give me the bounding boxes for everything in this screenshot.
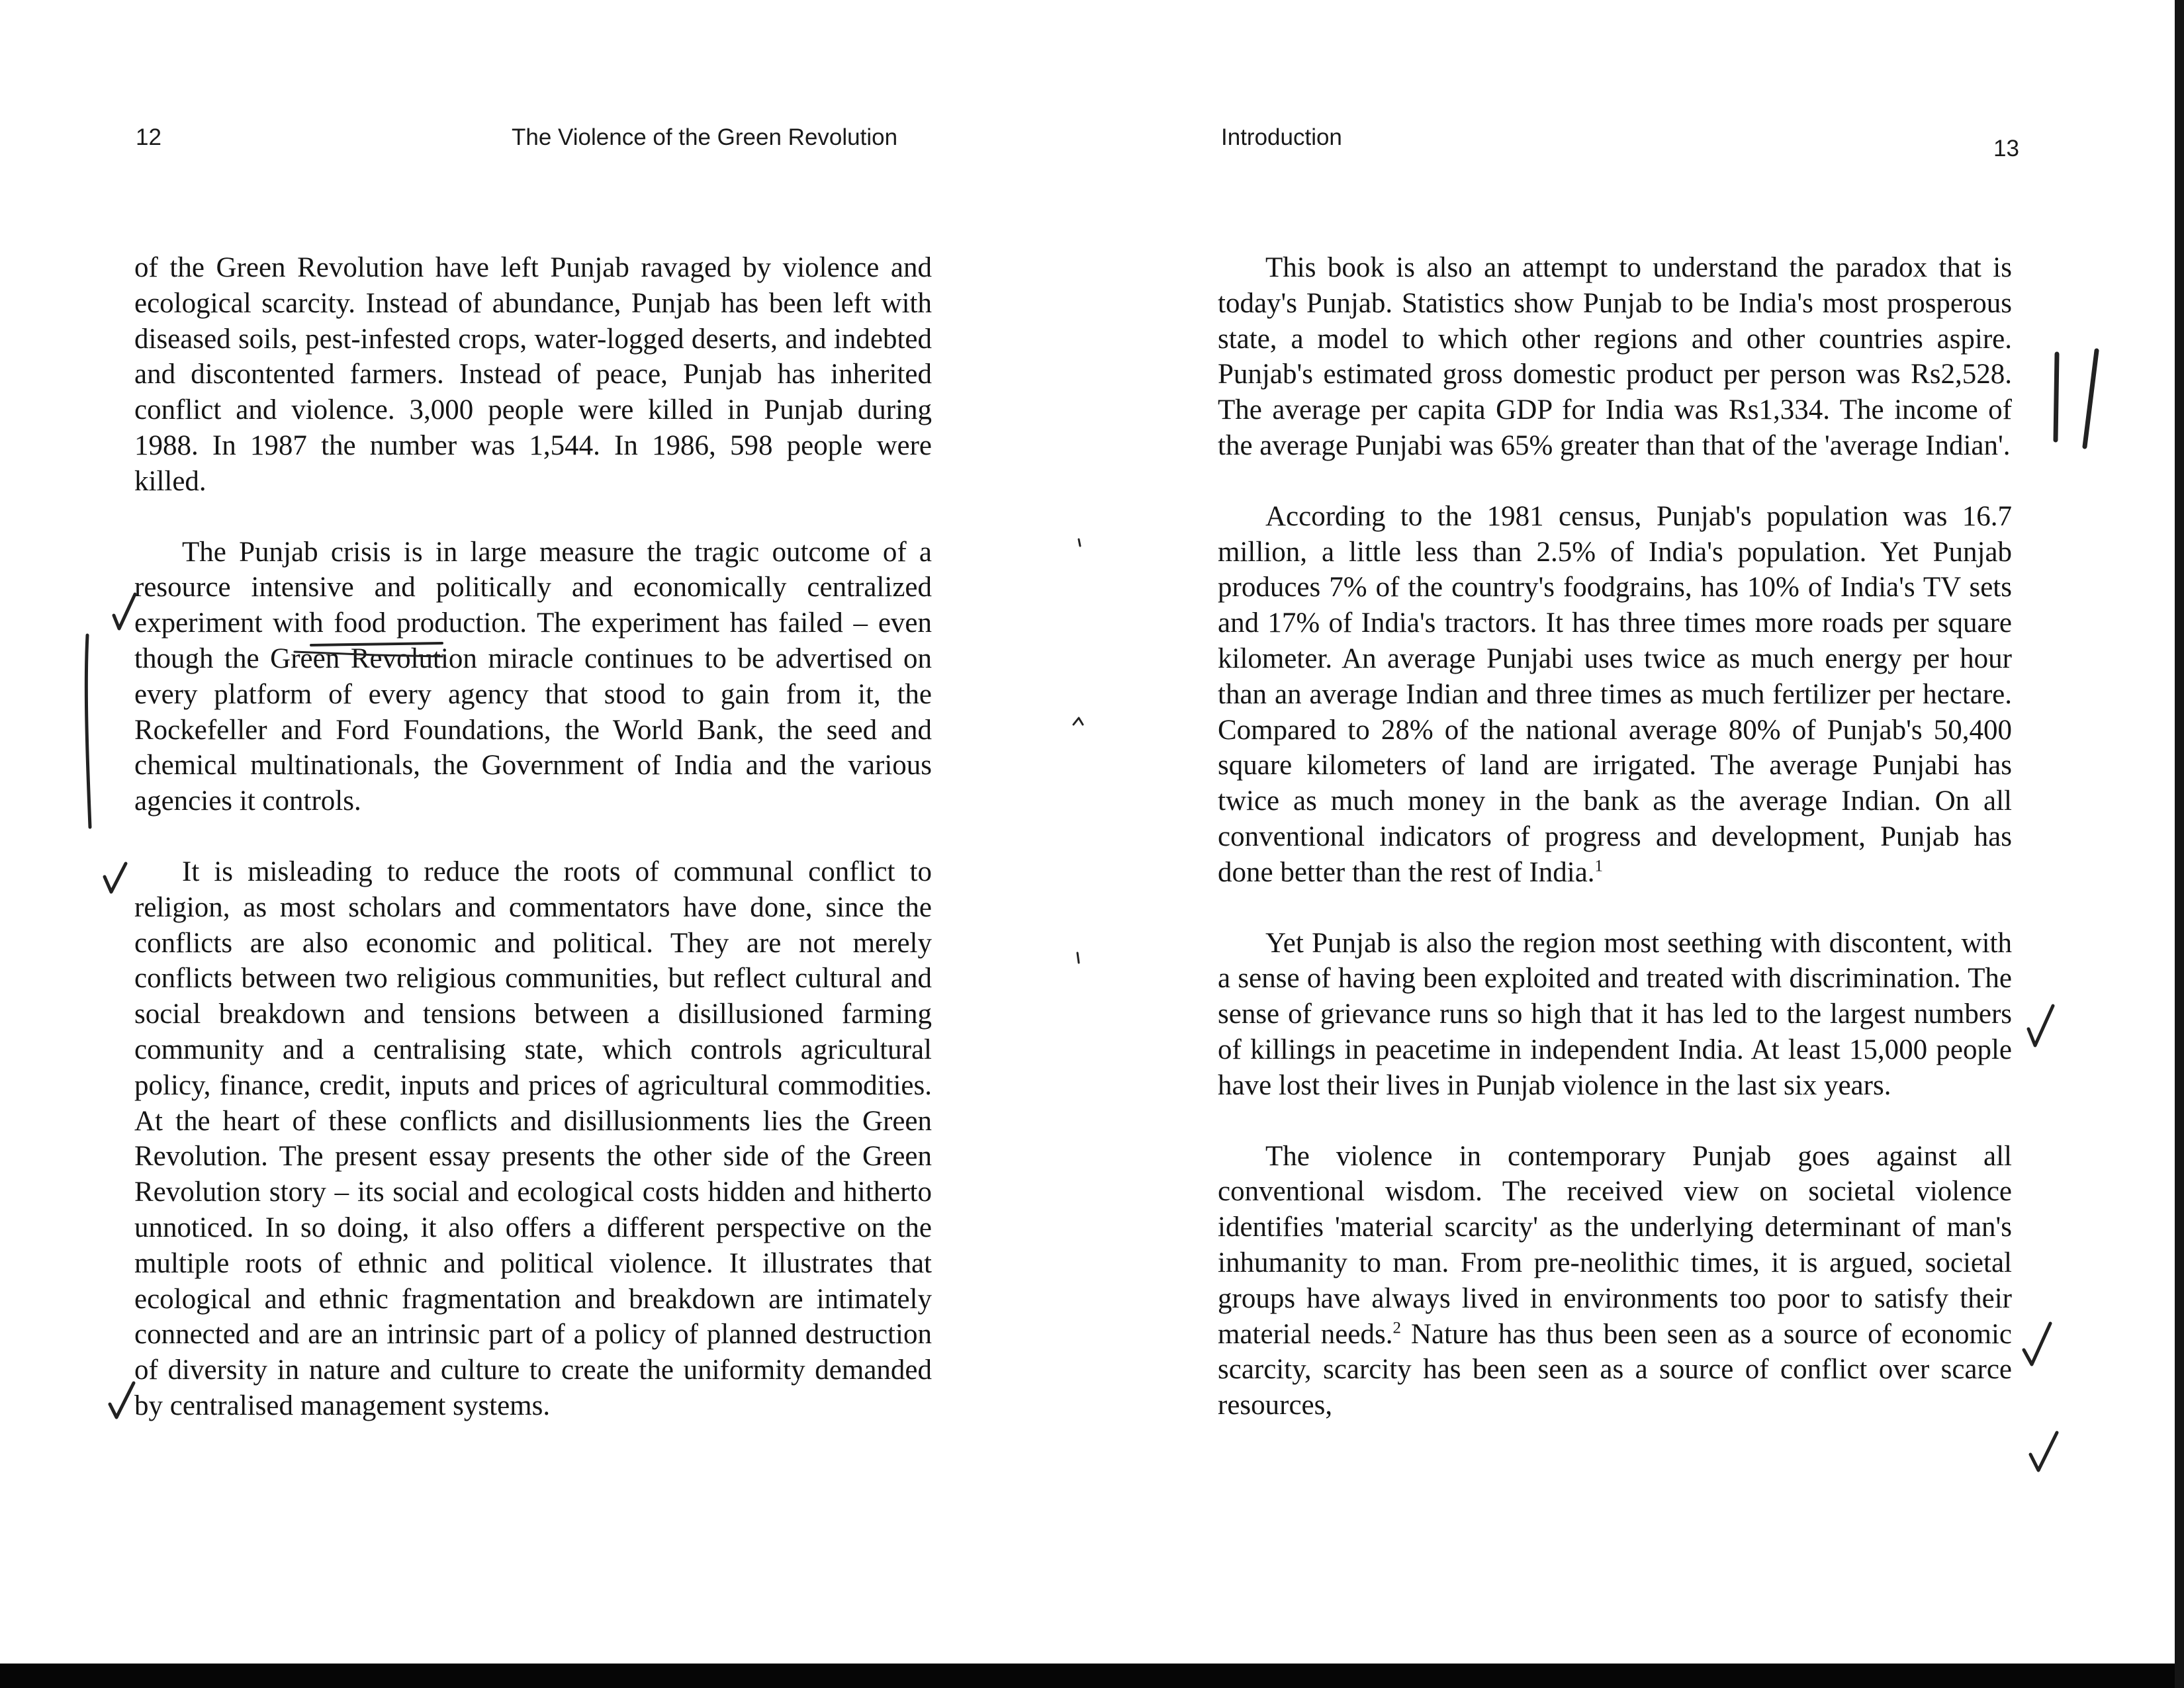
right-paragraph-4	[1218, 1139, 2012, 1423]
left-page-body	[134, 250, 932, 1459]
footnote-mark-2: 2	[1392, 1319, 1401, 1337]
right-paragraph-4-text: The violence in contemporary Punjab goes against all conventional wisdom. The received view on societal violence identifies 'material scarcity' as the underlying determinant of man's inhumanity to man. From pre-neolithic times, it is argued, societal groups have always lived in environments too poor to satisfy their material needs.	[1218, 1140, 2012, 1350]
right-paragraph-2-text: According to the 1981 census, Punjab's population was 16.7 million, a little less than 2.5% of India's population. Yet Punjab produces 7% of the country's foodgrains, has 10% of India's TV sets and 17% of India's tractors. It has three times more roads per square kilometer. An average Punjabi uses twice as much energy per hour than an average Indian and three times as much fertilizer per hectare. Compared to 28% of the national average 80% of Punjab's 50,400 square kilometers of land are irrigated. The average Punjabi has twice as much money in the bank as the average Indian. On all conventional indicators of progress and development, Punjab has done better than the rest of India.	[1218, 500, 2012, 888]
right-paragraph-3: Yet Punjab is also the region most seething with discontent, with a sense of having been exploited and treated with discrimination. The sense of grievance runs so high that it has led to the largest numbers of killings in peacetime in independent India. At least 15,000 people have lost their lives in Punjab violence in the last six years.	[1218, 927, 2012, 1101]
left-paragraph-2: The Punjab crisis is in large measure the tragic outcome of a resource intensive and politically and economically centralized experiment with food production. The experiment has failed – even though the Green Revolution miracle continues to be advertised on every platform of every agency that stood to gain from it, the Rockefeller and Ford Foundations, the World Bank, the seed and chemical multinationals, the Government of India and the various agencies it controls.	[134, 536, 932, 817]
right-running-head: Introduction	[1221, 124, 1342, 150]
left-paragraph-3: It is misleading to reduce the roots of communal conflict to religion, as most scholars and commentators have done, since the conflicts are also economic and political. They are not merely conflicts between two religious communities, but reflect cultural and social breakdown and tensions between a disillusioned farming community and a centralising state, which controls agricultural policy, finance, credit, inputs and prices of agricultural commodities. At the heart of these conflicts and disillusionments lies the Green Revolution. The present essay presents the other side of the Green Revolution story – its social and ecological costs hidden and hitherto unnoticed. In so doing, it also offers a different perspective on the multiple roots of ethnic and political violence. It illustrates that ecological and ethnic fragmentation and breakdown are intimately connected and are an intrinsic part of a policy of planned destruction of diversity in nature and culture to create the uniformity demanded by centralised management systems.	[134, 856, 932, 1421]
scan-bottom-edge	[0, 1664, 2184, 1688]
right-page-number: 13	[1993, 136, 2019, 161]
right-paragraph-2	[1218, 499, 2012, 891]
left-running-head: The Violence of the Green Revolution	[512, 124, 898, 150]
right-paragraph-4-tail: Nature	[1410, 1318, 1488, 1350]
right-page-body	[1218, 250, 2012, 1423]
left-page-number: 12	[136, 124, 161, 150]
footnote-mark-1: 1	[1594, 857, 1604, 875]
scan-right-edge	[2175, 0, 2184, 1688]
right-paragraph-1: This book is also an attempt to understand the paradox that is today's Punjab. Statistics show Punjab to be India's most prosperous state, a model to which other regions and other countries aspire. Punjab's estimated gross domestic product per person was Rs2,528. The average per capita GDP for India was Rs1,334. The income of the average Punjabi was 65% greater than that of the 'average Indian'.	[1218, 252, 2012, 461]
right-paragraph-5-text: has thus been seen as a source of economic scarcity, scarcity has been seen as a source of conflict over scarce resources,	[1218, 1318, 2012, 1421]
left-paragraph-1: of the Green Revolution have left Punjab ravaged by violence and ecological scarcity. Instead of abundance, Punjab has been left with diseased soils, pest-infested crops, water-logged deserts, and indebted and discontented farmers. Instead of peace, Punjab has inherited conflict and violence. 3,000 people were killed in Punjab during 1988. In 1987 the number was 1,544. In 1986, 598 people were killed.	[134, 252, 932, 497]
right-page	[1085, 0, 2184, 1661]
left-page	[0, 0, 1085, 1661]
